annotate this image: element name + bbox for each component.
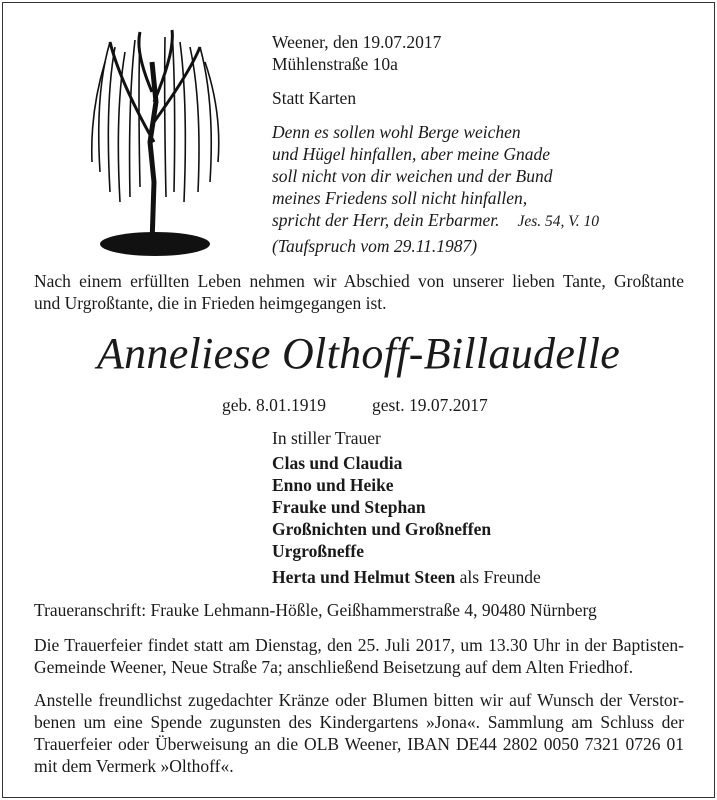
intro-line: Nach einem erfüllten Leben nehmen wir Abschied von unserer lieben Tante, Großtante <box>34 271 684 291</box>
bible-verse <box>272 121 599 257</box>
friends-names: Herta und Helmut Steen <box>272 567 456 587</box>
weeping-willow-icon <box>80 22 230 262</box>
ceremony-line: Gemeinde Weener, Neue Straße 7a; anschließend Beisetzung auf dem Alten Friedhof. <box>34 657 634 677</box>
mourner: Großnichten und Großneffen <box>272 519 492 539</box>
ceremony-line: Die Trauerfeier findet statt am Dienstag, den 25. Juli 2017, um 13.30 Uhr in der Baptisten- <box>34 635 684 655</box>
ceremony-info <box>34 634 684 678</box>
mourning-address: Traueranschrift: Frauke Lehmann-Hößle, Geißhammerstraße 4, 90480 Nürnberg <box>34 600 597 620</box>
baptism-note: (Taufspruch vom 29.11.1987) <box>272 236 478 256</box>
verse-line: Denn es sollen wohl Berge weichen <box>272 122 521 142</box>
intro-line: und Urgroßtante, die in Frieden heimgegangen ist. <box>34 293 387 313</box>
mourners-heading: In stiller Trauer <box>272 428 381 448</box>
mourners <box>272 427 541 588</box>
donation-line: mit dem Vermerk »Olthoff«. <box>34 756 234 776</box>
verse-line: spricht der Herr, dein Erbarmer. <box>272 210 500 230</box>
donation-info <box>34 689 684 777</box>
mourner: Clas und Claudia <box>272 453 403 473</box>
statt-karten: Statt Karten <box>272 88 357 108</box>
deceased-name: Anneliese Olthoff-Billaudelle <box>96 329 621 378</box>
verse-line: soll nicht von dir weichen und der Bund <box>272 166 553 186</box>
birth-date: geb. 8.01.1919 <box>222 395 327 415</box>
place-date: Weener, den 19.07.2017 <box>272 32 442 52</box>
verse-line: und Hügel hinfallen, aber meine Gnade <box>272 144 551 164</box>
verse-line: meines Friedens soll nicht hinfallen, <box>272 188 528 208</box>
donation-line: Trauerfeier oder Überweisung an die OLB Weener, IBAN DE44 2802 0050 7321 0726 01 <box>34 734 684 754</box>
address: Mühlenstraße 10a <box>272 54 398 74</box>
friends-suffix: als Freunde <box>455 567 541 587</box>
donation-line: benen um eine Spende zugunsten des Kindergartens »Jona«. Sammlung am Schluss der <box>34 712 684 732</box>
death-date: gest. 19.07.2017 <box>372 395 488 415</box>
mourner: Frauke und Stephan <box>272 497 426 517</box>
verse-reference: Jes. 54, V. 10 <box>517 213 600 230</box>
mourner: Enno und Heike <box>272 475 394 495</box>
mourner: Urgroßneffe <box>272 541 365 561</box>
donation-line: Anstelle freundlichst zugedachter Kränze oder Blumen bitten wir auf Wunsch der Verstor- <box>34 690 684 710</box>
